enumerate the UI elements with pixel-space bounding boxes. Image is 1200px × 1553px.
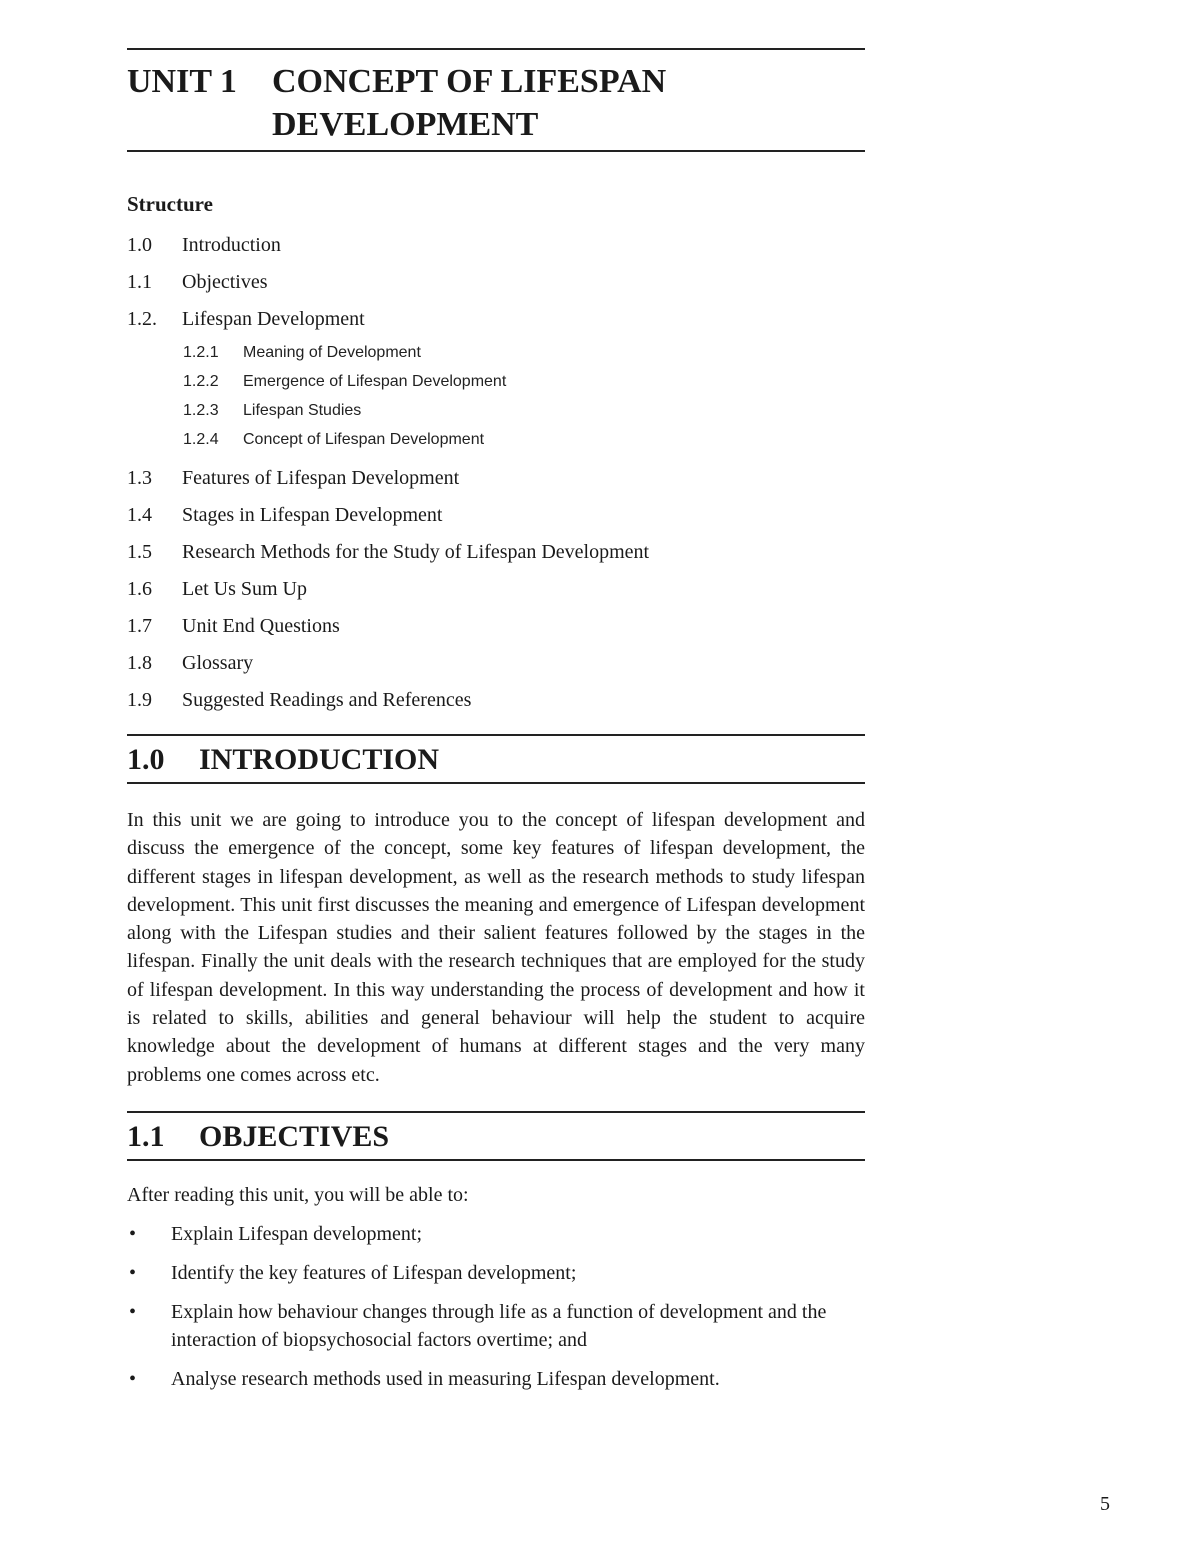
toc-title: Concept of Lifespan Development (243, 431, 485, 448)
page-number: 5 (1100, 1493, 1110, 1515)
introduction-heading (127, 736, 865, 782)
toc-subitem (127, 338, 865, 367)
bullet-icon: • (129, 1367, 137, 1390)
unit-bottom-rule (127, 150, 865, 152)
toc-title: Emergence of Lifespan Development (243, 373, 507, 390)
toc-title: Features of Lifespan Development (182, 467, 460, 489)
toc-title: Introduction (182, 234, 281, 256)
toc-number: 1.9 (127, 689, 152, 711)
toc-number: 1.2.2 (183, 373, 219, 390)
toc-number: 1.3 (127, 467, 152, 489)
section-number: 1.1 (127, 1119, 165, 1153)
toc-number: 1.2. (127, 308, 157, 330)
toc-number: 1.2.4 (183, 431, 219, 448)
bullet-icon: • (129, 1261, 137, 1284)
bullet-icon: • (129, 1222, 137, 1245)
toc-item (127, 571, 865, 608)
table-of-contents (127, 227, 865, 719)
section-title: INTRODUCTION (199, 743, 440, 776)
list-item-text: Explain Lifespan development; (171, 1222, 423, 1245)
toc-title: Let Us Sum Up (182, 578, 307, 600)
toc-title: Glossary (182, 652, 254, 674)
toc-number: 1.7 (127, 615, 152, 637)
toc-number: 1.1 (127, 271, 152, 293)
structure-label: Structure (127, 192, 213, 216)
toc-title: Meaning of Development (243, 344, 421, 361)
toc-number: 1.2.3 (183, 402, 219, 419)
toc-title: Stages in Lifespan Development (182, 504, 443, 526)
toc-title: Suggested Readings and References (182, 689, 472, 711)
unit-title-line-2: DEVELOPMENT (272, 106, 539, 143)
toc-number: 1.5 (127, 541, 152, 563)
section-title: OBJECTIVES (199, 1119, 390, 1153)
toc-subitem (127, 396, 865, 425)
list-item (127, 1298, 865, 1354)
objectives-list (127, 1220, 865, 1393)
toc-number: 1.2.1 (183, 344, 219, 361)
toc-subitem (127, 425, 865, 454)
bullet-icon: • (129, 1300, 137, 1323)
objectives-bottom-rule (127, 1159, 865, 1161)
toc-item (127, 608, 865, 645)
unit-title-line-1: CONCEPT OF LIFESPAN (272, 63, 667, 100)
toc-item (127, 460, 865, 497)
toc-number: 1.6 (127, 578, 152, 600)
toc-title: Objectives (182, 271, 268, 293)
list-item (127, 1220, 865, 1248)
toc-title: Lifespan Studies (243, 402, 362, 419)
section-number: 1.0 (127, 743, 165, 776)
unit-label: UNIT 1 (127, 63, 237, 100)
list-item-text: Analyse research methods used in measuring Lifespan development. (171, 1367, 720, 1390)
toc-title: Lifespan Development (182, 308, 365, 330)
toc-number: 1.4 (127, 504, 152, 526)
toc-subitem (127, 367, 865, 396)
toc-number: 1.0 (127, 234, 152, 256)
toc-item (127, 227, 865, 264)
toc-item (127, 497, 865, 534)
objectives-lead: After reading this unit, you will be able to: (127, 1183, 469, 1206)
list-item-text: Identify the key features of Lifespan development; (171, 1261, 577, 1284)
toc-item (127, 645, 865, 682)
toc-title: Research Methods for the Study of Lifespan Development (182, 541, 650, 563)
list-item (127, 1365, 865, 1393)
toc-item (127, 264, 865, 301)
toc-item (127, 301, 865, 338)
introduction-bottom-rule (127, 782, 865, 784)
introduction-paragraph: In this unit we are going to introduce you to the concept of lifespan development and discuss the emergence of the concept, some key features of lifespan development, the different stages in lifespan development, as well as the research methods to study lifespan development. This unit first discusses the meaning and emergence of Lifespan development along with the Lifespan studies and their salient features followed by the stages in the lifespan. Finally the unit deals with the research techniques that are employed for the study of lifespan development. In this way understanding the process of development and how it is related to skills, abilities and general behaviour will help the student to acquire knowledge about the development of humans at different stages and the very many problems one comes across etc. (127, 809, 865, 1086)
list-item (127, 1259, 865, 1287)
toc-item (127, 534, 865, 571)
unit-heading (127, 50, 865, 150)
document-page (127, 48, 865, 1393)
toc-number: 1.8 (127, 652, 152, 674)
objectives-heading (127, 1113, 865, 1159)
list-item-text: Explain how behaviour changes through life as a function of development and the interaction of biopsychosocial factors overtime; and (171, 1300, 827, 1351)
unit-title (272, 60, 865, 146)
toc-title: Unit End Questions (182, 615, 340, 637)
toc-item (127, 682, 865, 719)
